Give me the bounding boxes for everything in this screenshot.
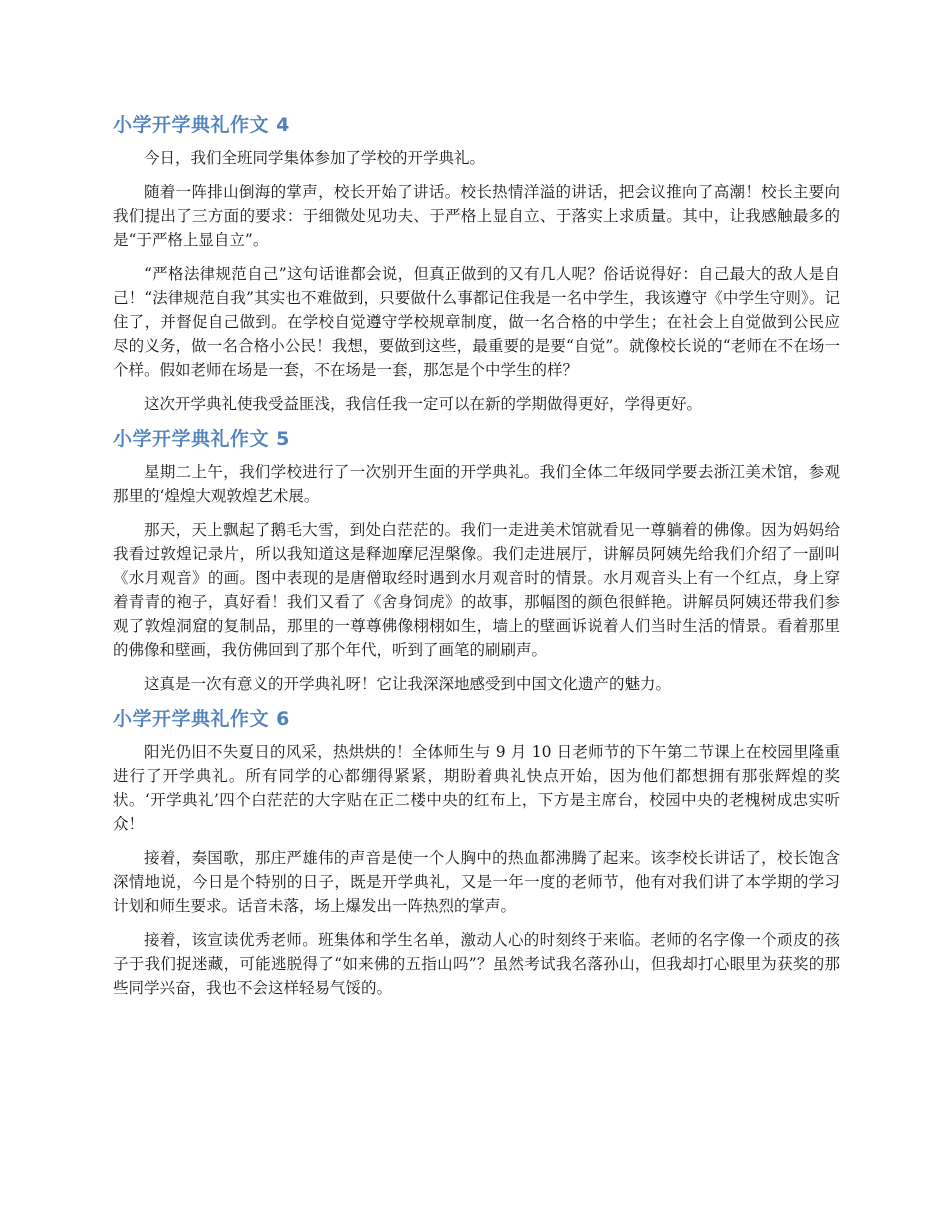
paragraph: 这真是一次有意义的开学典礼呀！它让我深深地感受到中国文化遗产的魅力。 [144, 675, 672, 693]
paragraph: 阳光仍旧不失夏日的风采，热烘烘的！全体师生与 9 月 10 日老师节的下午第二节课上在校园里隆重进行了开学典礼。所有同学的心都绷得紧紧，期盼着典礼快点开始，因为他们都想拥有那张辉煌的奖状。‘开学典礼’四个白茫茫的大字贴在正二楼中央的红布上，下方是主席台，校园中央的老槐树成忠实听众！ [113, 743, 840, 833]
paragraph: 接着，奏国歌，那庄严雄伟的声音是使一个人胸中的热血都沸腾了起来。该李校长讲话了，校长饱含深情地说，今日是个特别的日子，既是开学典礼，又是一年一度的老师节，他有对我们讲了本学期的学习计划和师生要求。话音未落，场上爆发出一阵热烈的掌声。 [113, 849, 840, 915]
section-heading: 小学开学典礼作文 5 [113, 428, 290, 450]
essay-section-5 [113, 426, 840, 696]
paragraph: 今日，我们全班同学集体参加了学校的开学典礼。 [144, 149, 486, 167]
paragraph: 星期二上午，我们学校进行了一次别开生面的开学典礼。我们全体二年级同学要去浙江美术馆，参观那里的‘煌煌大观敦煌艺术展。 [113, 463, 840, 505]
essay-section-4 [113, 112, 840, 416]
paragraph: 接着，该宣读优秀老师。班集体和学生名单，激动人心的时刻终于来临。老师的名字像一个顽皮的孩子于我们捉迷藏，可能逃脱得了“如来佛的五指山吗”？虽然考试我名落孙山，但我却打心眼里为获奖的那些同学兴奋，我也不会这样轻易气馁的。 [113, 931, 840, 997]
section-heading: 小学开学典礼作文 4 [113, 114, 290, 136]
section-heading: 小学开学典礼作文 6 [113, 708, 290, 730]
paragraph: 这次开学典礼使我受益匪浅，我信任我一定可以在新的学期做得更好，学得更好。 [144, 395, 703, 413]
document-body [113, 112, 840, 1010]
paragraph: “严格法律规范自己”这句话谁都会说，但真正做到的又有几人呢？俗话说得好：自己最大的敌人是自己！“法律规范自我”其实也不难做到，只要做什么事都记住我是一名中学生，我该遵守《中学生守则》。记住了，并督促自己做到。在学校自觉遵守学校规章制度，做一名合格的中学生；在社会上自觉做到公民应尽的义务，做一名合格小公民！我想，要做到这些，最重要的是要“自觉”。就像校长说的“老师在不在场一个样。假如老师在场是一套，不在场是一套，那怎是个中学生的样？ [113, 265, 840, 379]
paragraph: 那天，天上飘起了鹅毛大雪，到处白茫茫的。我们一走进美术馆就看见一尊躺着的佛像。因为妈妈给我看过敦煌记录片，所以我知道这是释迦摩尼涅槃像。我们走进展厅，讲解员阿姨先给我们介绍了一副叫《水月观音》的画。图中表现的是唐僧取经时遇到水月观音时的情景。水月观音头上有一个红点，身上穿着青青的袍子，真好看！我们又看了《舍身饲虎》的故事，那幅图的颜色很鲜艳。讲解员阿姨还带我们参观了敦煌洞窟的复制品，那里的一尊尊佛像栩栩如生，墙上的壁画诉说着人们当时生活的情景。看着那里的佛像和壁画，我仿佛回到了那个年代，听到了画笔的刷刷声。 [113, 521, 840, 659]
paragraph: 随着一阵排山倒海的掌声，校长开始了讲话。校长热情洋溢的讲话，把会议推向了高潮！校长主要向我们提出了三方面的要求：于细微处见功夫、于严格上显自立、于落实上求质量。其中，让我感触最多的是“于严格上显自立”。 [113, 183, 840, 249]
essay-section-6 [113, 706, 840, 1000]
